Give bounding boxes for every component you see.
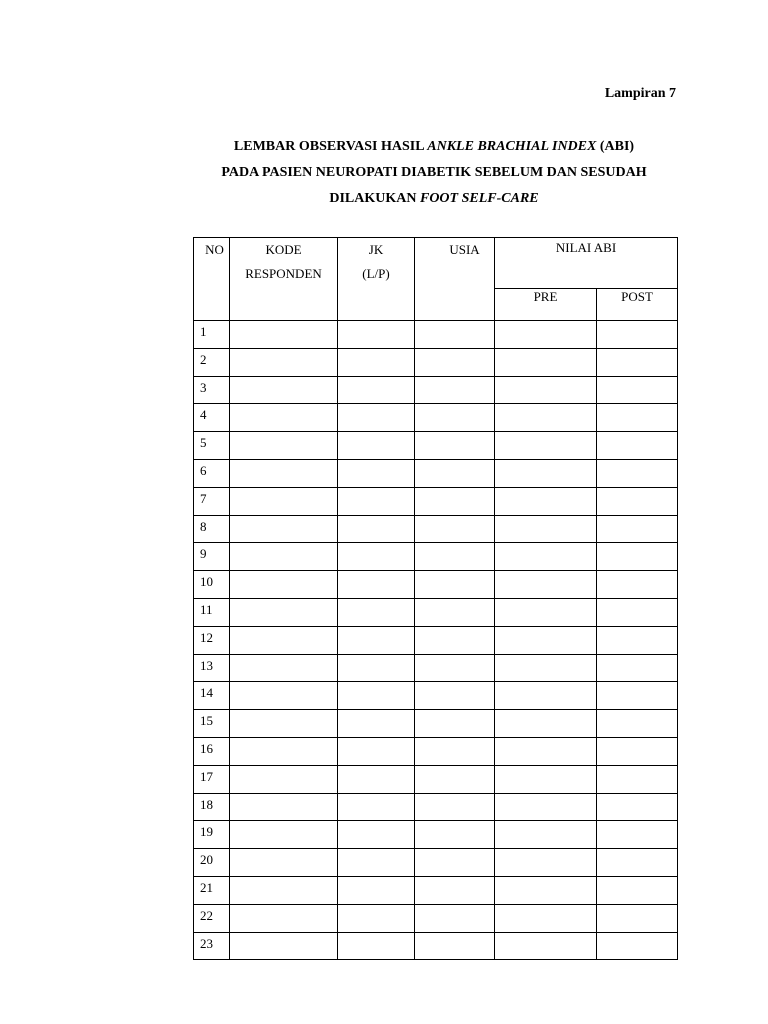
table-row	[194, 932, 678, 960]
cell-pre	[495, 710, 597, 738]
cell-pre	[495, 404, 597, 432]
cell-kode-responden	[230, 654, 338, 682]
table-row	[194, 543, 678, 571]
cell-pre	[495, 654, 597, 682]
cell-jk	[338, 543, 415, 571]
cell-post	[597, 710, 678, 738]
cell-post	[597, 793, 678, 821]
table-row	[194, 376, 678, 404]
table-row	[194, 654, 678, 682]
cell-post	[597, 404, 678, 432]
cell-kode-responden	[230, 598, 338, 626]
cell-usia	[415, 543, 495, 571]
table-row	[194, 737, 678, 765]
cell-post	[597, 737, 678, 765]
cell-kode-responden	[230, 459, 338, 487]
cell-usia	[415, 682, 495, 710]
cell-post	[597, 821, 678, 849]
cell-pre	[495, 459, 597, 487]
header-row-top	[194, 238, 678, 289]
cell-usia	[415, 737, 495, 765]
cell-jk	[338, 459, 415, 487]
header-jk-line1: JK	[368, 242, 384, 257]
table-row	[194, 348, 678, 376]
cell-kode-responden	[230, 626, 338, 654]
cell-post	[597, 876, 678, 904]
cell-post	[597, 682, 678, 710]
cell-jk	[338, 404, 415, 432]
cell-usia	[415, 710, 495, 738]
cell-jk	[338, 765, 415, 793]
cell-no: 6	[194, 459, 230, 487]
cell-kode-responden	[230, 821, 338, 849]
cell-usia	[415, 904, 495, 932]
cell-no: 5	[194, 432, 230, 460]
cell-jk	[338, 348, 415, 376]
cell-jk	[338, 737, 415, 765]
table-row	[194, 765, 678, 793]
header-post: POST	[597, 289, 678, 321]
cell-post	[597, 376, 678, 404]
cell-kode-responden	[230, 710, 338, 738]
cell-usia	[415, 348, 495, 376]
title-line-1-pre: LEMBAR OBSERVASI HASIL	[233, 139, 428, 154]
table-row	[194, 515, 678, 543]
cell-kode-responden	[230, 376, 338, 404]
cell-usia	[415, 932, 495, 960]
cell-no: 14	[194, 682, 230, 710]
title-line-1	[0, 134, 768, 160]
header-usia: USIA	[415, 238, 495, 321]
header-jk-line2: (L/P)	[362, 266, 390, 281]
cell-jk	[338, 793, 415, 821]
cell-kode-responden	[230, 404, 338, 432]
cell-jk	[338, 682, 415, 710]
table-row	[194, 849, 678, 877]
table-row	[194, 626, 678, 654]
cell-pre	[495, 543, 597, 571]
cell-pre	[495, 487, 597, 515]
cell-no: 19	[194, 821, 230, 849]
cell-jk	[338, 321, 415, 349]
cell-pre	[495, 793, 597, 821]
cell-pre	[495, 904, 597, 932]
cell-usia	[415, 821, 495, 849]
cell-kode-responden	[230, 849, 338, 877]
cell-no: 21	[194, 876, 230, 904]
cell-kode-responden	[230, 904, 338, 932]
cell-no: 15	[194, 710, 230, 738]
cell-usia	[415, 571, 495, 599]
cell-pre	[495, 432, 597, 460]
cell-pre	[495, 737, 597, 765]
table-row	[194, 904, 678, 932]
table-row	[194, 710, 678, 738]
cell-usia	[415, 376, 495, 404]
title-line-2: PADA PASIEN NEUROPATI DIABETIK SEBELUM DAN SESUDAH	[221, 165, 647, 180]
table-row	[194, 598, 678, 626]
cell-kode-responden	[230, 543, 338, 571]
cell-pre	[495, 682, 597, 710]
cell-pre	[495, 626, 597, 654]
header-kode-line1: KODE	[265, 242, 302, 257]
title-line-3	[0, 186, 768, 212]
attachment-label: Lampiran 7	[604, 86, 676, 101]
title-line-1-post: (ABI)	[596, 139, 635, 154]
cell-kode-responden	[230, 348, 338, 376]
cell-no: 4	[194, 404, 230, 432]
cell-jk	[338, 626, 415, 654]
cell-no: 20	[194, 849, 230, 877]
cell-usia	[415, 404, 495, 432]
table-body	[194, 321, 678, 960]
cell-pre	[495, 932, 597, 960]
cell-no: 11	[194, 598, 230, 626]
cell-no: 3	[194, 376, 230, 404]
cell-post	[597, 321, 678, 349]
cell-no: 18	[194, 793, 230, 821]
cell-pre	[495, 321, 597, 349]
cell-kode-responden	[230, 571, 338, 599]
cell-kode-responden	[230, 682, 338, 710]
cell-post	[597, 348, 678, 376]
table-row	[194, 682, 678, 710]
cell-usia	[415, 321, 495, 349]
cell-usia	[415, 432, 495, 460]
table-row	[194, 432, 678, 460]
cell-jk	[338, 487, 415, 515]
cell-usia	[415, 459, 495, 487]
cell-usia	[415, 654, 495, 682]
cell-post	[597, 543, 678, 571]
cell-post	[597, 849, 678, 877]
cell-post	[597, 932, 678, 960]
cell-pre	[495, 348, 597, 376]
cell-usia	[415, 876, 495, 904]
cell-pre	[495, 876, 597, 904]
cell-kode-responden	[230, 737, 338, 765]
cell-post	[597, 432, 678, 460]
table-row	[194, 404, 678, 432]
cell-post	[597, 515, 678, 543]
table-row	[194, 487, 678, 515]
cell-usia	[415, 765, 495, 793]
cell-jk	[338, 849, 415, 877]
cell-post	[597, 626, 678, 654]
cell-no: 10	[194, 571, 230, 599]
cell-kode-responden	[230, 432, 338, 460]
cell-jk	[338, 571, 415, 599]
cell-no: 22	[194, 904, 230, 932]
cell-kode-responden	[230, 321, 338, 349]
header-nilai-abi: NILAI ABI	[495, 238, 678, 289]
cell-pre	[495, 571, 597, 599]
cell-pre	[495, 376, 597, 404]
cell-kode-responden	[230, 765, 338, 793]
title-line-3-pre: DILAKUKAN	[329, 191, 420, 206]
cell-post	[597, 459, 678, 487]
cell-no: 1	[194, 321, 230, 349]
cell-jk	[338, 376, 415, 404]
cell-usia	[415, 598, 495, 626]
cell-kode-responden	[230, 487, 338, 515]
document-title	[0, 134, 768, 212]
cell-usia	[415, 849, 495, 877]
cell-no: 13	[194, 654, 230, 682]
header-no: NO	[194, 238, 230, 321]
table-row	[194, 571, 678, 599]
cell-no: 23	[194, 932, 230, 960]
cell-usia	[415, 793, 495, 821]
cell-no: 2	[194, 348, 230, 376]
cell-jk	[338, 876, 415, 904]
cell-jk	[338, 432, 415, 460]
cell-kode-responden	[230, 793, 338, 821]
cell-no: 16	[194, 737, 230, 765]
cell-pre	[495, 598, 597, 626]
cell-usia	[415, 487, 495, 515]
cell-pre	[495, 515, 597, 543]
cell-pre	[495, 849, 597, 877]
cell-post	[597, 487, 678, 515]
header-kode-line2: RESPONDEN	[245, 266, 322, 281]
cell-no: 7	[194, 487, 230, 515]
cell-no: 12	[194, 626, 230, 654]
header-pre: PRE	[495, 289, 597, 321]
table-row	[194, 459, 678, 487]
cell-post	[597, 654, 678, 682]
cell-post	[597, 904, 678, 932]
cell-jk	[338, 710, 415, 738]
table-row	[194, 321, 678, 349]
title-line-1-italic: ANKLE BRACHIAL INDEX	[427, 139, 597, 154]
cell-jk	[338, 932, 415, 960]
cell-usia	[415, 515, 495, 543]
table-row	[194, 821, 678, 849]
table-row	[194, 876, 678, 904]
observation-table	[193, 237, 678, 960]
cell-post	[597, 598, 678, 626]
cell-jk	[338, 515, 415, 543]
cell-pre	[495, 821, 597, 849]
cell-jk	[338, 654, 415, 682]
header-kode-responden	[230, 238, 338, 321]
cell-no: 17	[194, 765, 230, 793]
table-row	[194, 793, 678, 821]
cell-post	[597, 571, 678, 599]
cell-kode-responden	[230, 515, 338, 543]
cell-kode-responden	[230, 932, 338, 960]
cell-no: 8	[194, 515, 230, 543]
cell-usia	[415, 626, 495, 654]
cell-jk	[338, 598, 415, 626]
cell-jk	[338, 821, 415, 849]
cell-no: 9	[194, 543, 230, 571]
header-jk	[338, 238, 415, 321]
cell-pre	[495, 765, 597, 793]
cell-post	[597, 765, 678, 793]
cell-kode-responden	[230, 876, 338, 904]
title-line-3-italic: FOOT SELF-CARE	[419, 191, 539, 206]
cell-jk	[338, 904, 415, 932]
